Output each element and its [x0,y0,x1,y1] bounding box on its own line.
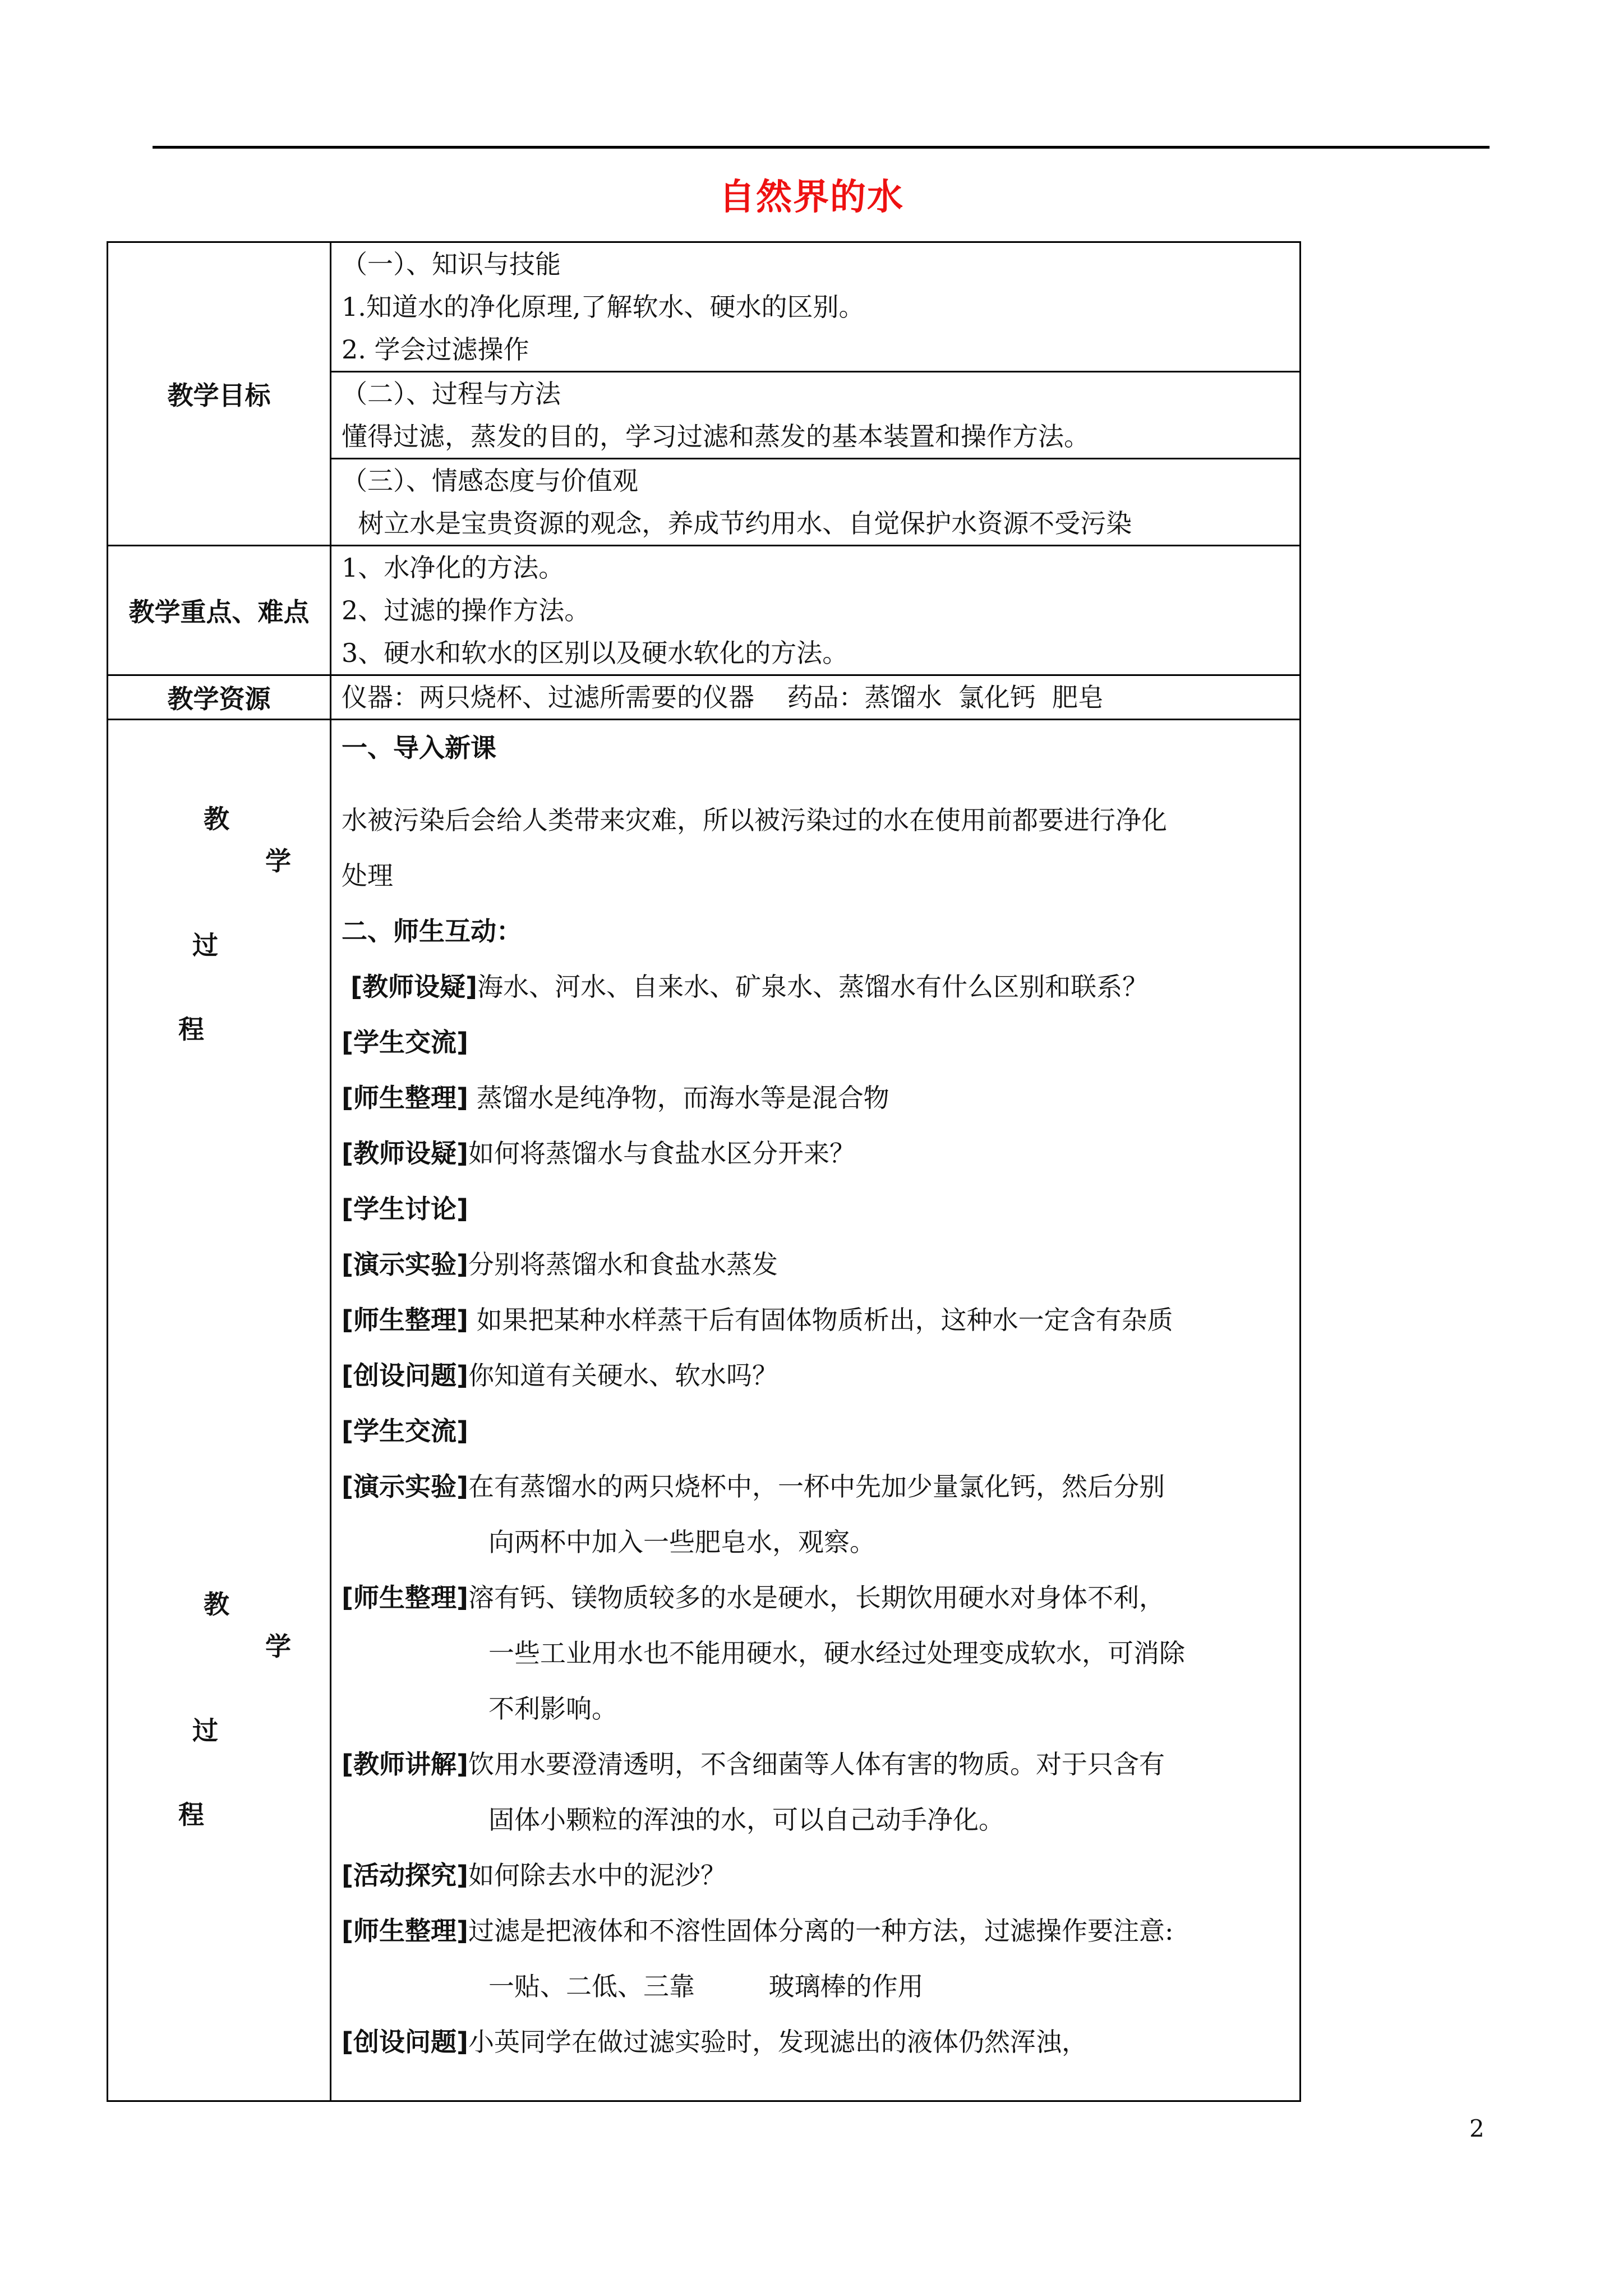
process-label-char: 过 [192,1715,218,1746]
process-label-char: 教 [204,804,229,834]
dialog-tag: [演示实验] [342,1471,469,1502]
dialog-tag: [学生交流] [342,1416,469,1446]
objectives-row-knowledge [108,242,1301,372]
process-content-cell [331,720,1301,2101]
process-row [108,720,1301,2101]
dialog-item [331,1237,1299,1292]
section-title: 二、师生互动： [342,916,522,946]
dialog-item [331,1292,1299,1348]
process-label-char: 学 [265,846,291,876]
resources-text: 仪器：两只烧杯、过滤所需要的仪器 药品：蒸馏水 氯化钙 肥皂 [342,682,1104,712]
dialog-item [331,959,1299,1015]
process-label-char: 教 [204,1589,229,1619]
dialog-item [331,1070,1299,1126]
objectives-label: 教学目标 [108,242,331,546]
dialog-item [331,1126,1299,1181]
page-number: 2 [1469,2115,1484,2142]
dialog-item [331,1348,1299,1404]
attitude-line: 树立水是宝贵资源的观念，养成节约用水、自觉保护水资源不受污染 [342,508,1132,539]
dialog-tag: [教师讲解] [342,1749,469,1779]
key-point-line: 1、水净化的方法。 [342,553,565,583]
dialog-item [331,1404,1299,1459]
process-label-char: 学 [265,1631,291,1662]
dialog-tag: [创设问题] [342,1360,469,1391]
process-label-char: 过 [192,930,218,960]
dialog-text: 过滤是把液体和不溶性固体分离的一种方法，过滤操作要注意: [468,1916,1174,1946]
knowledge-heading: （一）、知识与技能 [342,249,561,279]
dialog-text: 小英同学在做过滤实验时，发现滤出的液体仍然浑浊， [468,2027,1088,2057]
key-points-label: 教学重点、难点 [108,546,331,675]
process-label-cell [108,720,331,2101]
process-method-heading: （二）、过程与方法 [342,379,561,409]
dialog-item [331,2014,1299,2070]
dialog-item [331,1459,1299,1515]
key-points-row [108,546,1301,675]
process-label-char: 程 [178,1800,204,1830]
dialog-text: 饮用水要澄清透明，不含细菌等人体有害的物质。对于只含有 [468,1749,1165,1779]
resources-label: 教学资源 [108,675,331,720]
process-label-char: 程 [178,1014,204,1045]
dialog-tag: [师生整理] [342,1305,469,1335]
dialog-text: 如何将蒸馏水与食盐水区分开来？ [468,1138,856,1168]
process-method-line: 懂得过滤，蒸发的目的，学习过滤和蒸发的基本装置和操作方法。 [342,421,1090,452]
dialog-continuation: 向两杯中加入一些肥皂水，观察。 [488,1527,875,1557]
process-method-cell [331,372,1301,459]
dialog-tag: [活动探究] [342,1860,469,1890]
dialog-tag: [师生整理] [342,1916,469,1946]
dialog-tag: [师生整理] [342,1582,469,1613]
dialog-text: 在有蒸馏水的两只烧杯中，一杯中先加少量氯化钙，然后分别 [468,1471,1165,1502]
knowledge-cell [331,242,1301,372]
dialog-text: 如何除去水中的泥沙？ [468,1860,727,1890]
attitude-cell [331,459,1301,546]
resources-cell [331,675,1301,720]
dialog-item [331,1737,1299,1792]
header-rule [153,146,1490,149]
knowledge-line: 2. 学会过滤操作 [342,334,529,365]
dialog-item [331,1903,1299,1959]
dialog-tag: [创设问题] [342,2027,469,2057]
dialog-tag: [教师设疑] [342,972,478,1002]
dialog-continuation: 一贴、二低、三靠 玻璃棒的作用 [488,1971,924,2001]
dialog-item [331,1181,1299,1237]
dialog-tag: [学生交流] [342,1027,469,1057]
attitude-heading: （三）、情感态度与价值观 [342,466,638,496]
dialog-text: 海水、河水、自来水、矿泉水、蒸馏水有什么区别和联系？ [477,972,1149,1002]
dialog-text: 你知道有关硬水、软水吗？ [468,1360,778,1391]
dialog-text: 溶有钙、镁物质较多的水是硬水，长期饮用硬水对身体不利， [468,1582,1165,1613]
intro-line: 处理 [342,861,393,891]
dialog-continuation: 一些工业用水也不能用硬水，硬水经过处理变成软水，可消除 [488,1638,1185,1668]
key-points-cell [331,546,1301,675]
dialog-tag: [学生讨论] [342,1194,469,1224]
dialog-text: 如果把某种水样蒸干后有固体物质析出，这种水一定含有杂质 [468,1305,1173,1335]
dialog-continuation: 不利影响。 [488,1694,617,1724]
section-title: 一、导入新课 [342,733,496,763]
dialog-continuation: 固体小颗粒的浑浊的水，可以自己动手净化。 [488,1805,1004,1835]
intro-line: 水被污染后会给人类带来灾难，所以被污染过的水在使用前都要进行净化 [342,805,1167,835]
key-point-line: 2、过滤的操作方法。 [342,595,591,625]
dialog-text: 分别将蒸馏水和食盐水蒸发 [468,1249,778,1280]
dialog-item [331,1015,1299,1070]
dialog-tag: [师生整理] [342,1083,469,1113]
resources-row [108,675,1301,720]
key-point-line: 3、硬水和软水的区别以及硬水软化的方法。 [342,638,849,668]
dialog-tag: [演示实验] [342,1249,469,1280]
dialog-tag: [教师设疑] [342,1138,469,1168]
lesson-plan-table [107,241,1301,2102]
dialog-text: 蒸馏水是纯净物，而海水等是混合物 [468,1083,889,1113]
dialog-item [331,1570,1299,1626]
dialog-item [331,1848,1299,1903]
knowledge-line: 1.知道水的净化原理,了解软水、硬水的区别。 [342,292,865,322]
page-title: 自然界的水 [719,177,904,218]
